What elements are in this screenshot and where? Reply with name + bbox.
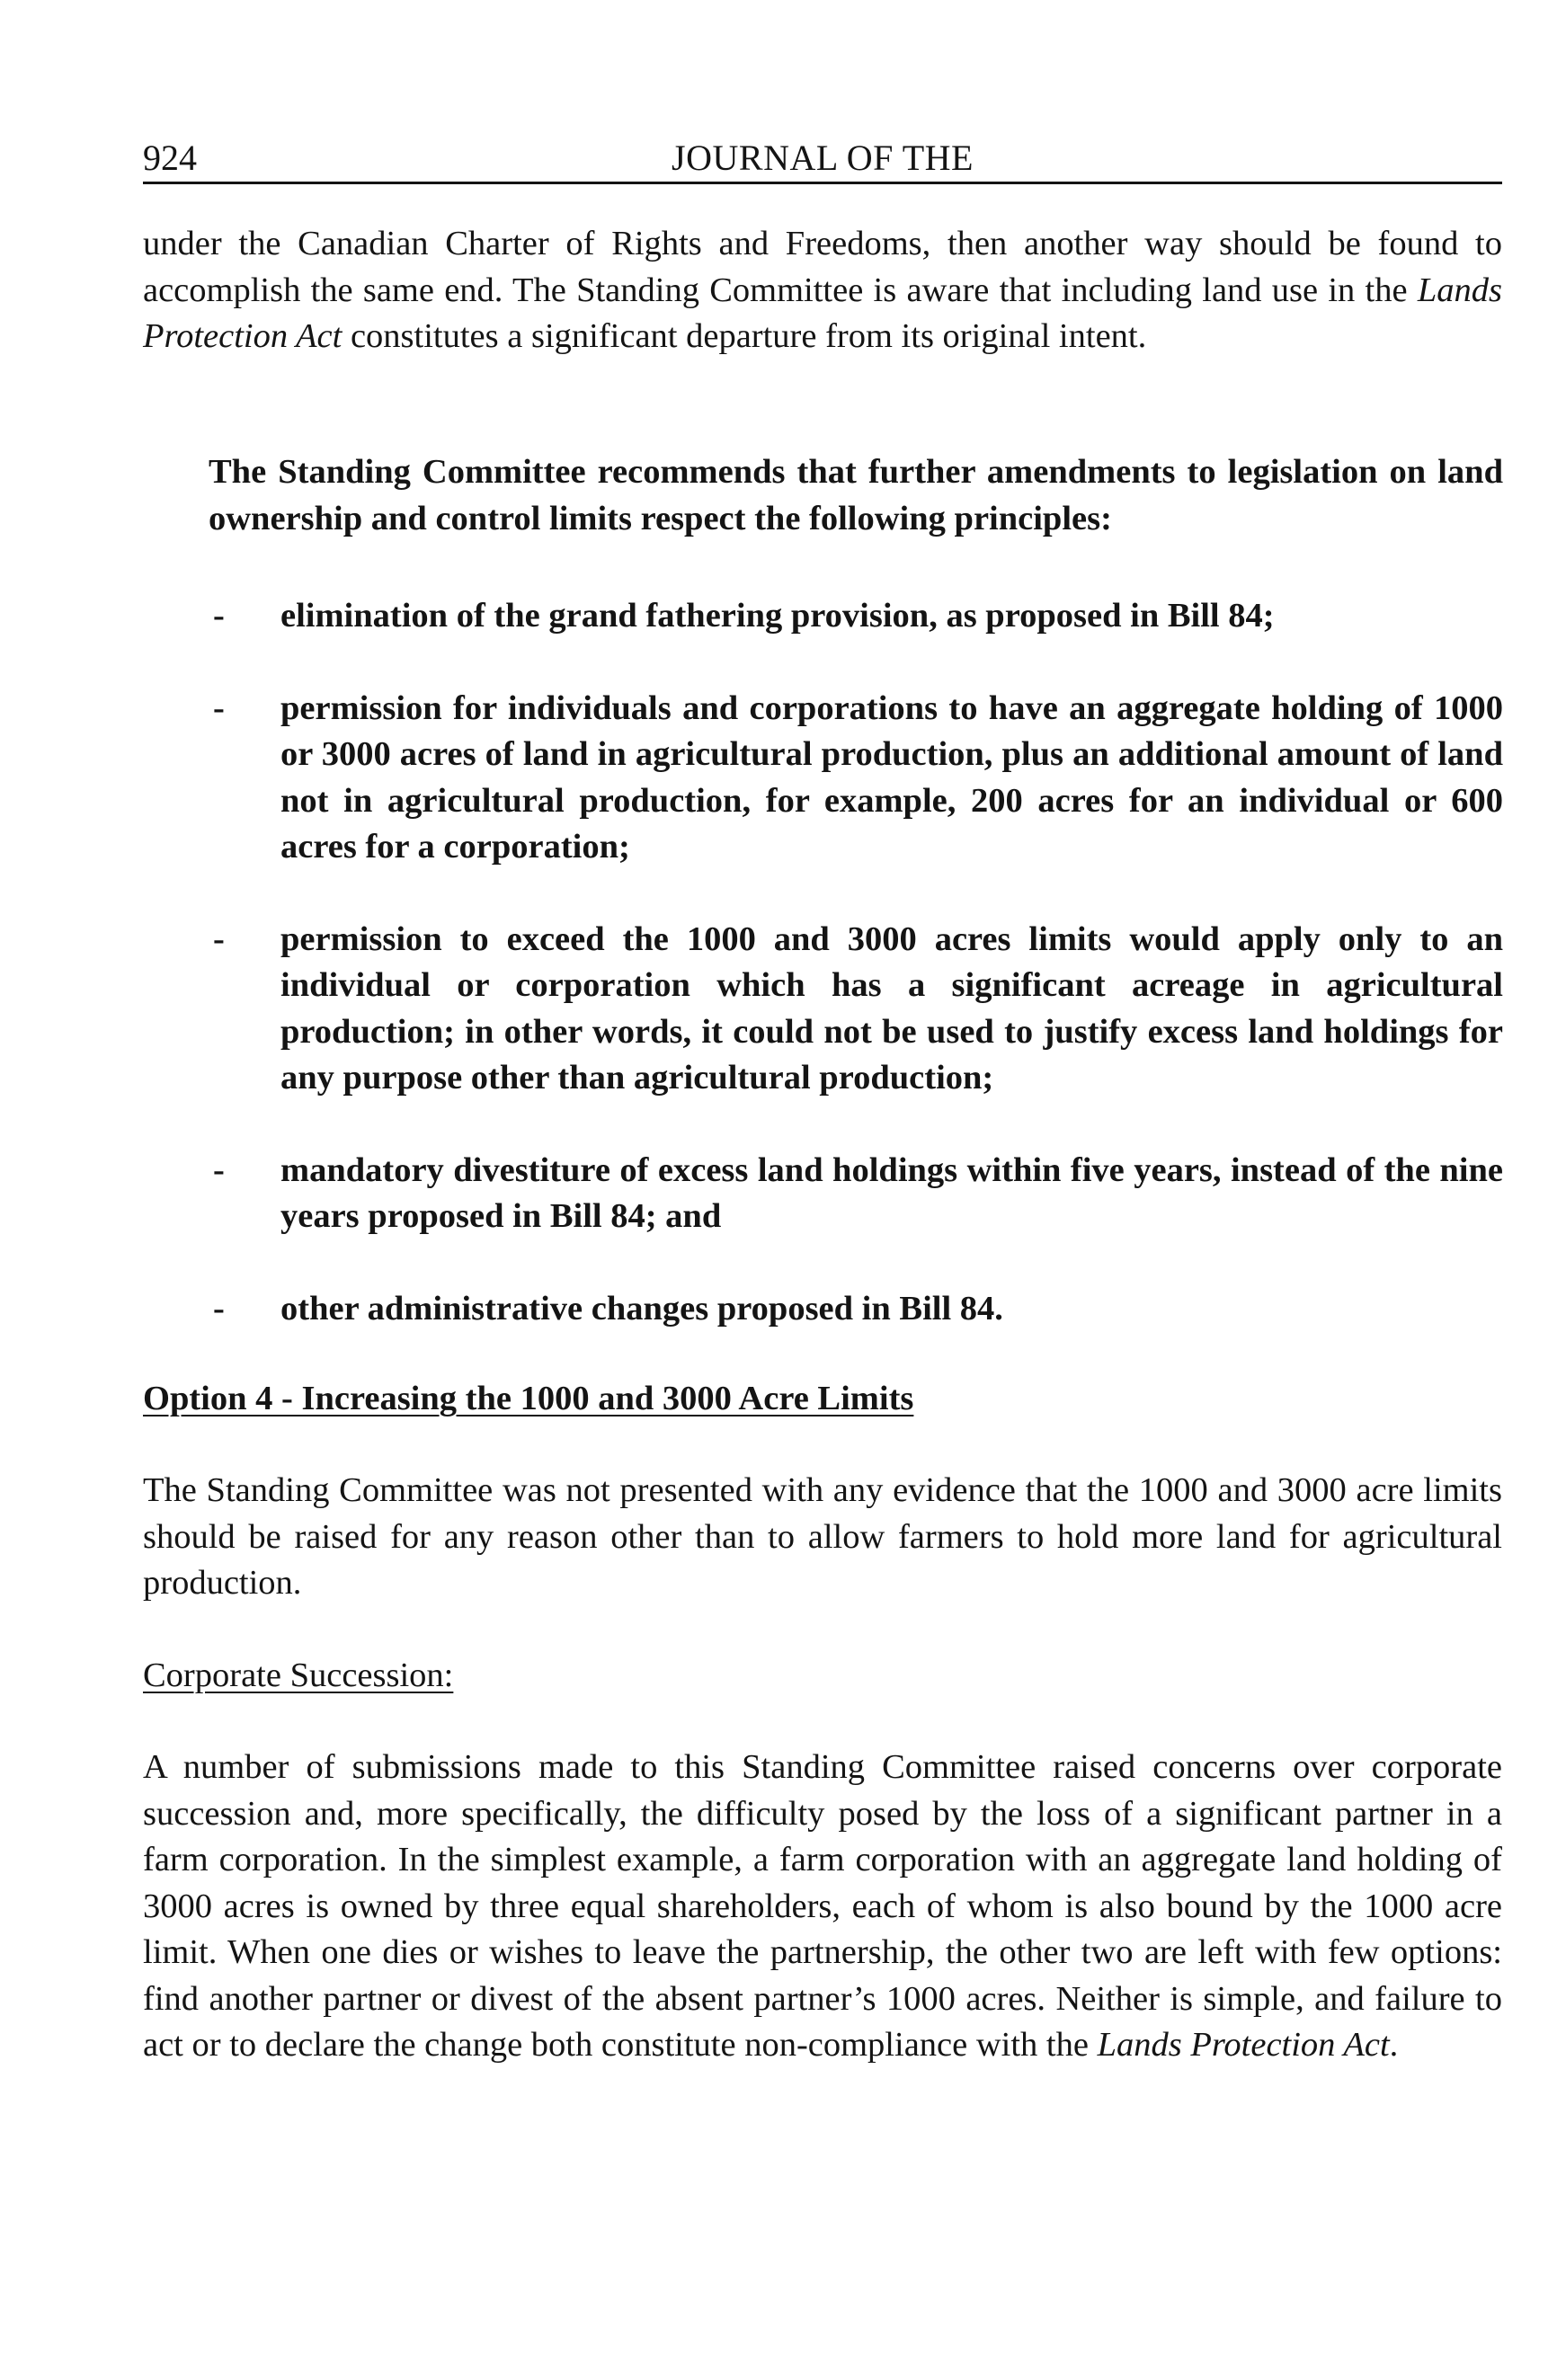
bullet-dash: - <box>213 688 225 727</box>
page-number: 924 <box>143 138 197 178</box>
list-item-text: permission to exceed the 1000 and 3000 acres limits would apply only to an individual or corporation which has a significant acreage in agricultural production; in other words, it could not be used to justify excess land holdings for any purpose other than agricultural production; <box>280 919 1503 1097</box>
corp-act-name: Lands Protection Act <box>1097 2026 1390 2064</box>
recommendation-list <box>209 593 1503 1378</box>
bullet-dash: - <box>213 1289 225 1328</box>
list-item-text: elimination of the grand fathering provision, as proposed in Bill 84; <box>280 597 1275 635</box>
bullet-dash: - <box>213 919 225 958</box>
list-item-text: permission for individuals and corporations to have an aggregate holding of 1000 or 3000 acres of land in agricultural production, plus an additional amount of land not in agricultural production, for example, 200 acres for an individual or 600 acres for a corporation; <box>280 688 1503 866</box>
intro-act-name: Lands Protection Act <box>143 271 1502 355</box>
corporate-succession-heading: Corporate Succession: <box>143 1656 454 1694</box>
intro-text-before: under the Canadian Charter of Rights and Freedoms, then another way should be found to accomplish the same end. The Standing Committee is aware that including land use in the <box>143 225 1502 309</box>
list-item <box>209 1148 1503 1240</box>
intro-text-after: constitutes a significant departure from its original intent. <box>342 317 1147 355</box>
corp-text-before: A number of submissions made to this Standing Committee raised concerns over corporate succession and, more specifically, the difficulty posed by the loss of a significant partner in a farm corporation. In the simplest example, a farm corporation with an aggregate land holding of 3000 acres is owned by three equal shareholders, each of whom is also bound by the 1000 acre limit. When one dies or wishes to leave the partnership, the other two are left with few options: find another partner or divest of the absent partner’s 1000 acres. Neither is simple, and failure to act or to declare the change both constitute non-compliance with the <box>143 1748 1502 2064</box>
corporate-succession-paragraph <box>143 1745 1502 2069</box>
list-item <box>209 917 1503 1102</box>
bullet-dash: - <box>213 597 225 635</box>
list-item <box>209 686 1503 871</box>
intro-paragraph <box>143 221 1502 360</box>
option4-heading: Option 4 - Increasing the 1000 and 3000 Acre Limits <box>143 1380 914 1417</box>
page-header <box>143 122 1502 184</box>
list-item <box>209 1286 1503 1333</box>
corp-text-after: . <box>1389 2026 1399 2064</box>
running-title: JOURNAL OF THE <box>672 138 974 178</box>
list-item <box>209 593 1503 640</box>
recommendation-lead: The Standing Committee recommends that further amendments to legislation on land ownership and control limits respect the following principles: <box>209 453 1503 537</box>
option4-paragraph: The Standing Committee was not presented with any evidence that the 1000 and 3000 acre limits should be raised for any reason other than to allow farmers to hold more land for agricultural production. <box>143 1471 1502 1602</box>
bullet-dash: - <box>213 1150 225 1189</box>
list-item-text: mandatory divestiture of excess land holdings within five years, instead of the nine years proposed in Bill 84; and <box>280 1150 1503 1235</box>
list-item-text: other administrative changes proposed in Bill 84. <box>280 1289 1003 1328</box>
